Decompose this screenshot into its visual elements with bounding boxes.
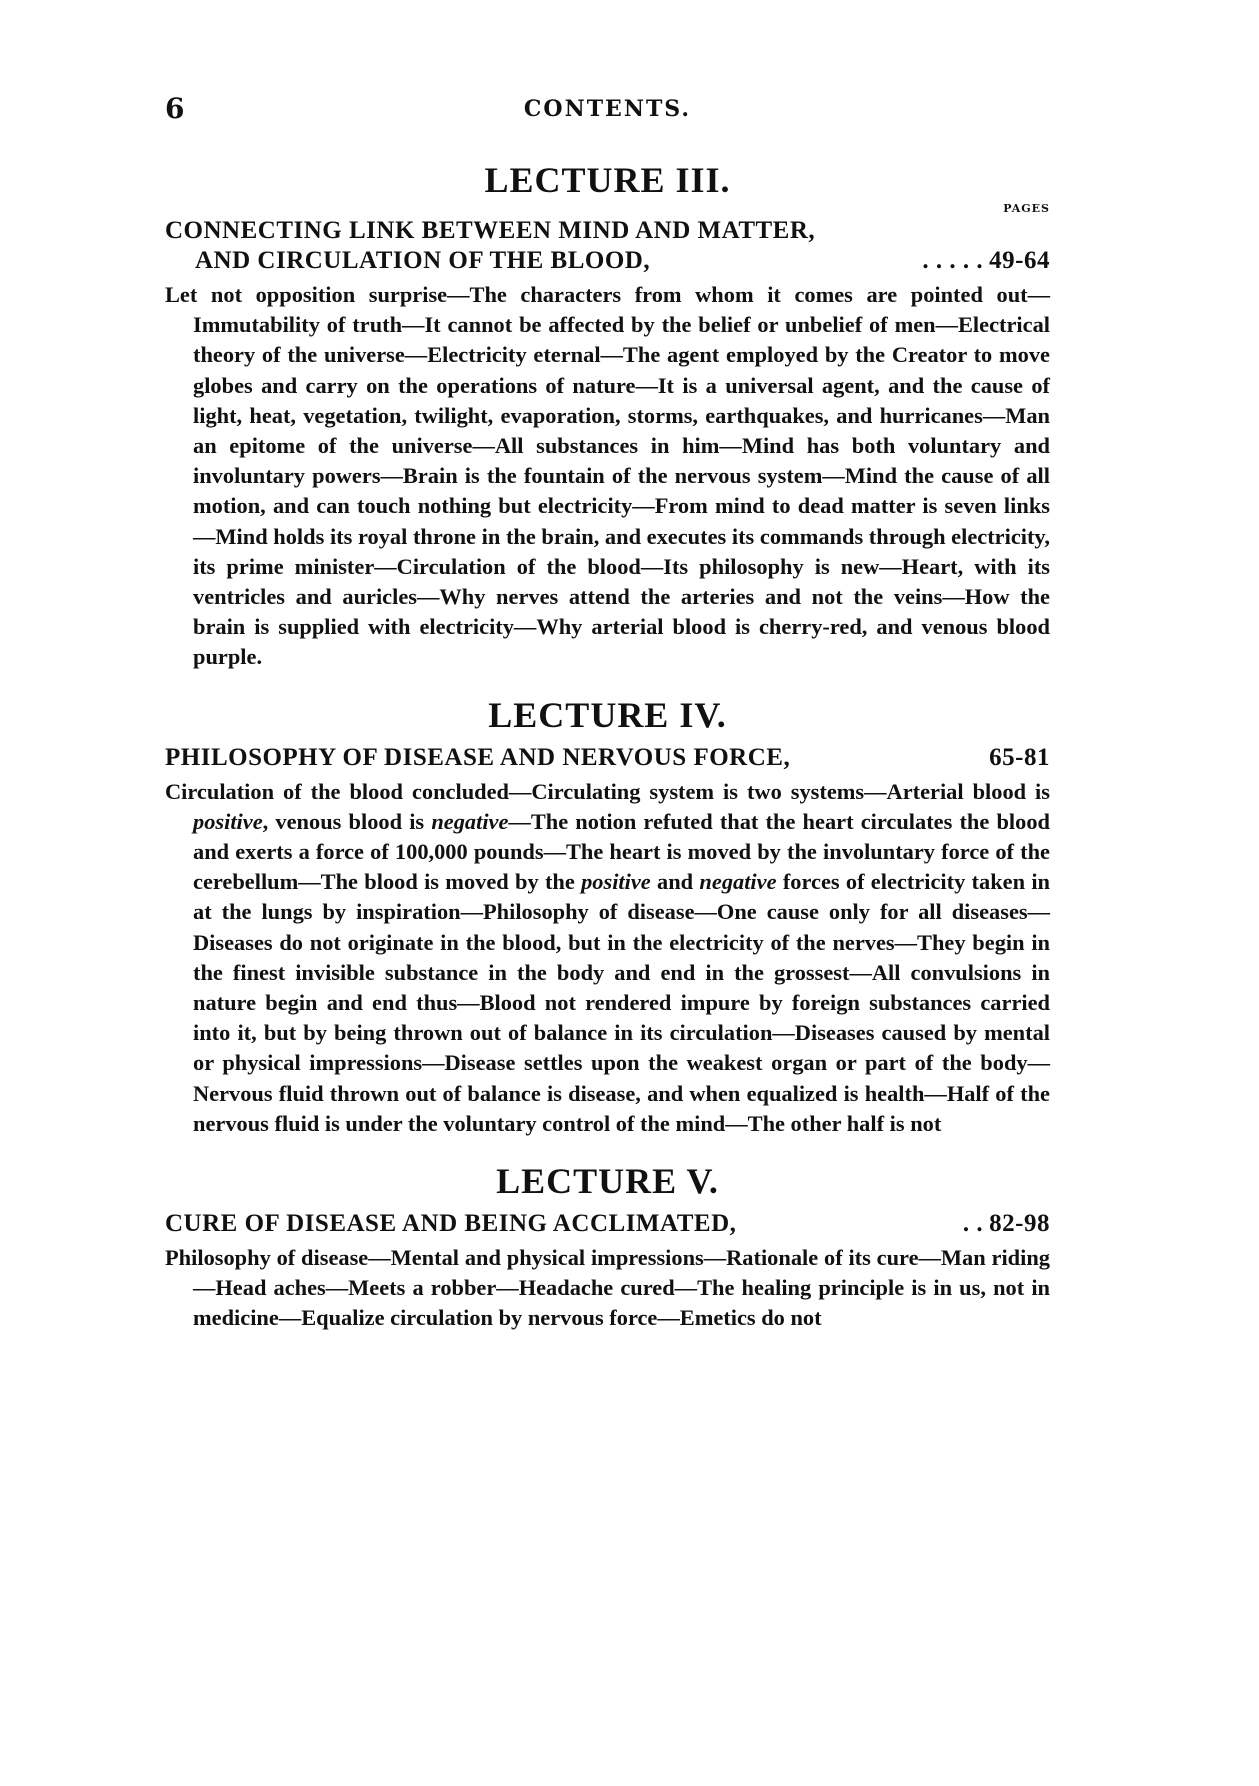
lecture-5-leaders: . .: [962, 1210, 984, 1238]
lecture-3-heading: LECTURE III.: [484, 160, 731, 200]
lecture-4-summary-part: , venous blood is: [262, 808, 432, 834]
lecture-4-summary-part: and: [650, 869, 700, 895]
running-title: CONTENTS.: [523, 96, 692, 122]
lecture-5-title-line1: CURE OF DISEASE AND BEING ACCLIMATED,: [165, 1210, 737, 1238]
lecture-4-title: [165, 743, 1050, 773]
lecture-5-title: [165, 1209, 1050, 1239]
lecture-4-page-range: 65-81: [989, 743, 1050, 771]
contents-column: [165, 158, 1050, 1334]
lecture-5-page-range: 82-98: [989, 1210, 1050, 1238]
lecture-5-summary: Philosophy of disease—Mental and physical impressions—Rationale of its cure—Man riding—Head aches—Meets a robber—Headache cured—The healing principle is in us, not in medicine—Equalize circulation by nervous force—Emetics do not: [165, 1245, 1050, 1331]
running-head: [165, 92, 1050, 132]
lecture-4-summary: [165, 777, 1050, 1139]
lecture-4-summary-emphasis: positive: [581, 869, 651, 895]
lecture-3-entry: [165, 158, 1050, 673]
lecture-4-summary-part: Circulation of the blood concluded—Circulating system is two systems—Arterial blood is: [165, 778, 1050, 804]
lecture-5-entry: [165, 1159, 1050, 1334]
lecture-4-summary-emphasis: positive: [193, 808, 263, 834]
lecture-3-summary: Let not opposition surprise—The characters from whom it comes are pointed out—Immutability of truth—It cannot be affected by the belief or unbelief of men—Electrical theory of the universe—Electricity eternal—The agent employed by the Creator to move globes and carry on the operations of nature—It is a universal agent, and the cause of light, heat, vegetation, twilight, evaporation, storms, earthquakes, and hurricanes—Man an epitome of the universe—All substances in him—Mind has both voluntary and involuntary powers—Brain is the fountain of the nervous system—Mind the cause of all motion, and can touch nothing but electricity—From mind to dead matter is seven links—Mind holds its royal throne in the brain, and executes its commands through electricity, its prime minister—Circulation of the blood—Its philosophy is new—Heart, with its ventricles and auricles—Why nerves attend the arteries and not the veins—How the brain is supplied with electricity—Why arterial blood is cherry-red, and venous blood purple.: [165, 282, 1050, 670]
lecture-5-heading: LECTURE V.: [496, 1161, 719, 1202]
lecture-3-page-range: 49-64: [989, 247, 1050, 274]
lecture-4-summary-part: —The notion refuted that the heart circulates the blood and exerts a force of 100,000 pounds—The heart is moved by the involuntary force of the cerebellum—The blood is moved by the: [193, 808, 1050, 895]
lecture-4-summary-emphasis: negative: [699, 869, 777, 895]
lecture-4-summary-emphasis: negative: [431, 808, 509, 834]
lecture-3-title-line2: AND CIRCULATION OF THE BLOOD,: [195, 247, 651, 274]
lecture-4-entry: [165, 693, 1050, 1139]
lecture-3-title-line1: CONNECTING LINK BETWEEN MIND AND MATTER,: [165, 217, 816, 244]
lecture-4-title-line1: PHILOSOPHY OF DISEASE AND NERVOUS FORCE,: [165, 743, 791, 771]
pages-column-label: PAGES: [1003, 202, 1050, 215]
lecture-4-heading: LECTURE IV.: [488, 694, 727, 735]
page-number: 6: [165, 92, 185, 125]
lecture-3-title: [165, 216, 1050, 276]
lecture-3-leaders: . . . . .: [922, 247, 984, 274]
lecture-4-summary-part: forces of electricity taken in at the lungs by inspiration—Philosophy of disease—One cause only for all diseases—Diseases do not originate in the blood, but in the electricity of the nerves—They begin in the finest invisible substance in the body and end in the grossest—All convulsions in nature begin and end thus—Blood not rendered impure by foreign substances carried into it, but by being thrown out of balance in its circulation—Diseases caused by mental or physical impressions—Disease settles upon the weakest organ or part of the body—Nervous fluid thrown out of balance is disease, and when equalized is health—Half of the nervous fluid is under the voluntary control of the mind—The other half is not: [193, 869, 1051, 1136]
